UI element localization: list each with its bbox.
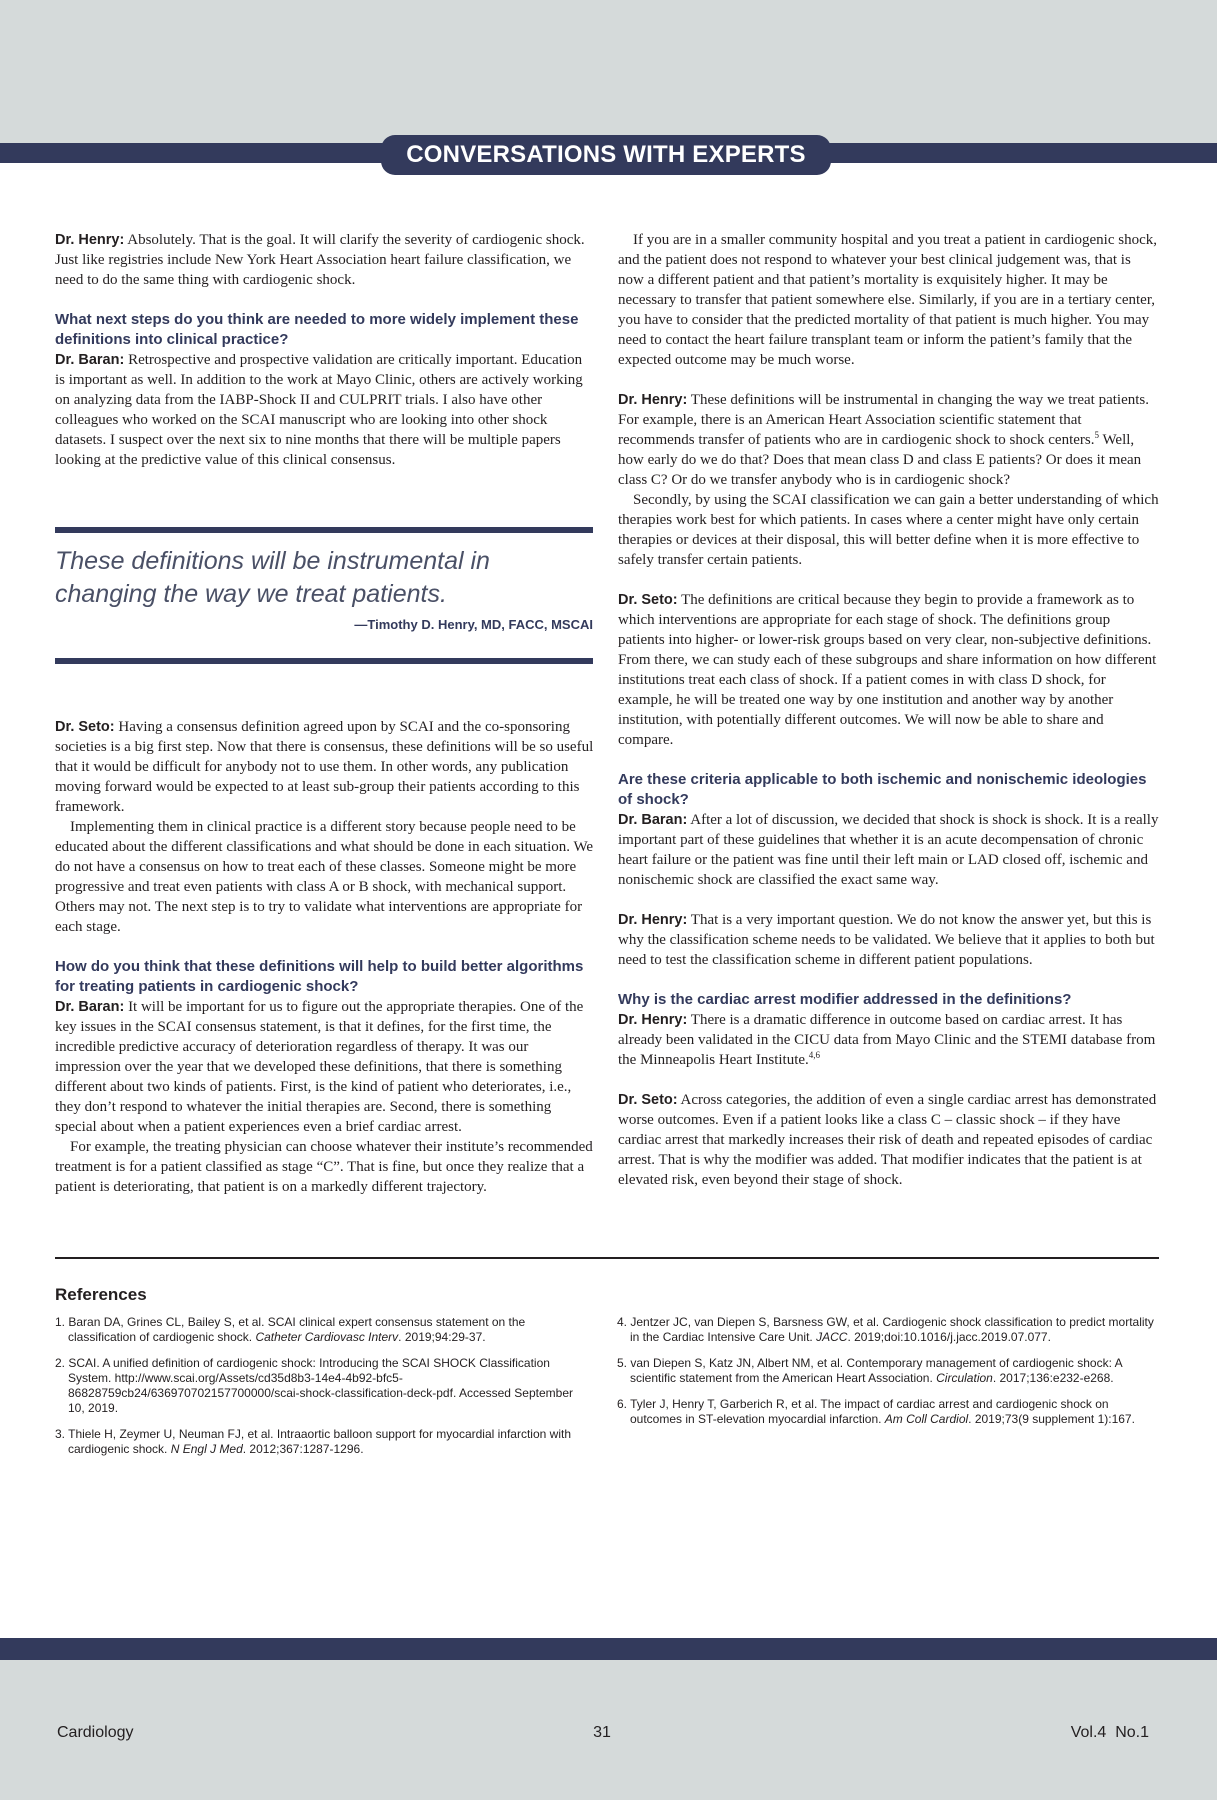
interview-question: Why is the cardiac arrest modifier addressed in the definitions? bbox=[618, 991, 1072, 1008]
speaker: Dr. Henry: bbox=[55, 232, 125, 248]
section-title: CONVERSATIONS WITH EXPERTS bbox=[381, 135, 831, 175]
paragraph: Dr. Seto: Across categories, the addition of even a single cardiac arrest has demonstrated worse outcomes. Even if a patient looks like a class C – classic shock – if they have cardiac arrest that markedly increases their risk of death and repeated episodes of cardiac arrest. That is why the modifier was added. That modifier indicates that the patient is at elevated risk, even beyond their stage of shock. bbox=[618, 1092, 1157, 1188]
footer-journal: Cardiology bbox=[57, 1724, 134, 1741]
references-left bbox=[55, 1315, 585, 1468]
reference-item: 1. Baran DA, Grines CL, Bailey S, et al. SCAI clinical expert consensus statement on the classification of cardiogenic shock. Catheter Cardiovasc Interv. 2019;94:29-37. bbox=[55, 1315, 526, 1344]
reference-item: 5. van Diepen S, Katz JN, Albert NM, et al. Contemporary management of cardiogenic shock: A scientific statement from the American Heart Association. Circulation. 2017;136:e232-e268. bbox=[617, 1356, 1122, 1385]
pull-quote bbox=[55, 527, 593, 664]
paragraph: Dr. Henry: That is a very important question. We do not know the answer yet, but this is why the classification scheme needs to be validated. We believe that it applies to both but need to test the classification scheme in different patient populations. bbox=[618, 912, 1155, 968]
right-column bbox=[618, 230, 1160, 1190]
paragraph: Dr. Baran: After a lot of discussion, we decided that shock is shock is shock. It is a really important part of these guidelines that whether it is an acute decompensation of chronic heart failure or the patient was fine until their left main or LAD closed off, ischemic and nonischemic shock are classified the exact same way. bbox=[618, 812, 1159, 888]
references-right bbox=[617, 1315, 1157, 1438]
paragraph: Dr. Henry: There is a dramatic difference in outcome based on cardiac arrest. It has already been validated in the CICU data from Mayo Clinic and the STEMI database from the Minneapolis Heart Institute.$^{4,6}$ bbox=[618, 1012, 1156, 1068]
paragraph: Dr. Seto: Having a consensus definition agreed upon by SCAI and the co-sponsoring societies is a big first step. Now that there is consensus, these definitions will be so useful that it would be difficult for anybody not to use them. In other words, any publication moving forward would be expected to at least sub-group their patients according to this framework. bbox=[55, 719, 594, 815]
pull-quote-text: These definitions will be instrumental in changing the way we treat patients. bbox=[55, 547, 490, 608]
top-gray-band bbox=[0, 0, 1217, 143]
paragraph: Secondly, by using the SCAI classification we can gain a better understanding of which therapies work best for which patients. In cases where a center might have only certain therapies or devices at their disposal, this will better define when it is more effective to safely transfer certain patients. bbox=[618, 492, 1159, 568]
paragraph: Dr. Baran: Retrospective and prospective validation are critically important. Education is important as well. In addition to the work at Mayo Clinic, others are actively working on analyzing data from the IABP-Shock II and CULPRIT trials. I also have other colleagues who worked on the SCAI manuscript who are looking into other shock datasets. I suspect over the next six to nine months that there will be multiple papers looking at the predictive value of this clinical consensus. bbox=[55, 352, 583, 468]
speaker: Dr. Baran: bbox=[618, 812, 688, 828]
references-divider bbox=[55, 1257, 1159, 1259]
reference-item: 2. SCAI. A unified definition of cardiogenic shock: Introducing the SCAI SHOCK Classification System. http://www.scai.org/Assets/cd35d8b3-14e4-4b92-bfc5-86828759cb24/636970702157700000/scai-shock-classification-deck-pdf. Accessed September 10, 2019. bbox=[55, 1356, 574, 1415]
citation: 5 bbox=[1094, 430, 1099, 440]
paragraph: Dr. Seto: The definitions are critical because they begin to provide a framework as to which interventions are appropriate for each stage of shock. The definitions group patients into higher- or lower-risk groups based on very clear, non-subjective definitions. From there, we can study each of these subgroups and share information on how different institutions treat each class of shock. If a patient comes in with class D shock, for example, he will be treated one way by one institution and another way by another institution, with potentially different outcomes. We will now be able to share and compare. bbox=[618, 592, 1157, 748]
paragraph: Dr. Baran: It will be important for us to figure out the appropriate therapies. One of the key issues in the SCAI consensus statement, is that it defines, for the first time, the incredible predictive accuracy of deterioration regardless of therapy. It was our impression over the year that we developed these definitions, that there is something different about two kinds of patients. First, is the kind of patient who deteriorates, i.e., they don’t respond to whatever the initial therapies are. Second, there is something special about when a patient experiences even a brief cardiac arrest. bbox=[55, 999, 584, 1135]
interview-question: How do you think that these definitions will help to build better algorithms for treating patients in cardiogenic shock? bbox=[55, 958, 584, 995]
speaker: Dr. Henry: bbox=[618, 1012, 688, 1028]
reference-item: 4. Jentzer JC, van Diepen S, Barsness GW, et al. Cardiogenic shock classification to predict mortality in the Cardiac Intensive Care Unit. JACC. 2019;doi:10.1016/j.jacc.2019.07.077. bbox=[617, 1315, 1154, 1344]
interview-question: Are these criteria applicable to both ischemic and nonischemic ideologies of shock? bbox=[618, 771, 1147, 808]
speaker: Dr. Seto: bbox=[55, 719, 115, 735]
citation: 4,6 bbox=[808, 1050, 821, 1060]
paragraph: If you are in a smaller community hospital and you treat a patient in cardiogenic shock, and the patient does not respond to whatever your best clinical judgement was, that is now a different patient and that patient’s mortality is exquisitely higher. It may be necessary to transfer that patient somewhere else. Similarly, if you are in a tertiary center, you have to consider that the predicted mortality of that patient is much higher. You may need to contact the heart failure transplant team or inform the patient’s family that the expected outcome may be much worse. bbox=[618, 232, 1158, 368]
footer-volume: Vol.4 No.1 bbox=[1070, 1724, 1149, 1741]
footer-bar bbox=[0, 1638, 1217, 1660]
speaker: Dr. Baran: bbox=[55, 352, 125, 368]
speaker: Dr. Henry: bbox=[618, 912, 688, 928]
speaker: Dr. Henry: bbox=[618, 392, 688, 408]
reference-item: 3. Thiele H, Zeymer U, Neuman FJ, et al. Intraaortic balloon support for myocardial infarction with cardiogenic shock. N Engl J Med. 2012;367:1287-1296. bbox=[55, 1427, 571, 1456]
paragraph: Dr. Henry: Absolutely. That is the goal. It will clarify the severity of cardiogenic shock. Just like registries include New York Heart Association heart failure classification, we need to do the same thing with cardiogenic shock. bbox=[55, 232, 585, 288]
references-title: References bbox=[55, 1285, 147, 1304]
paragraph: Dr. Henry: These definitions will be instrumental in changing the way we treat patients. For example, there is an American Heart Association scientific statement that recommends transfer of patients who are in cardiogenic shock to shock centers.$^5$ Well, how early do we do that? Does that mean class D and class E patients? Or does it mean class C? Or do we transfer anybody who is in cardiogenic shock? bbox=[618, 392, 1150, 488]
interview-question: What next steps do you think are needed to more widely implement these definitions into clinical practice? bbox=[55, 311, 579, 348]
paragraph: For example, the treating physician can choose whatever their institute’s recommended treatment is for a patient classified as stage “C”. That is fine, but once they realize that a patient is deteriorating, that patient is on a markedly different trajectory. bbox=[55, 1139, 593, 1195]
reference-item: 6. Tyler J, Henry T, Garberich R, et al. The impact of cardiac arrest and cardiogenic shock on outcomes in ST-elevation myocardial infarction. Am Coll Cardiol. 2019;73(9 supplement 1):167. bbox=[617, 1397, 1135, 1426]
speaker: Dr. Seto: bbox=[618, 592, 678, 608]
pull-quote-attribution: —Timothy D. Henry, MD, FACC, MSCAI bbox=[354, 617, 593, 632]
speaker: Dr. Seto: bbox=[618, 1092, 678, 1108]
paragraph: Implementing them in clinical practice is a different story because people need to be educated about the different classifications and what should be done in each situation. We do not have a consensus on how to treat each of these classes. Someone might be more progressive and treat even patients with class A or B shock, with mechanical support. Others may not. The next step is to try to validate what interventions are appropriate for each stage. bbox=[55, 819, 594, 935]
left-column bbox=[55, 230, 595, 1197]
page-number: 31 bbox=[593, 1724, 611, 1741]
speaker: Dr. Baran: bbox=[55, 999, 125, 1015]
